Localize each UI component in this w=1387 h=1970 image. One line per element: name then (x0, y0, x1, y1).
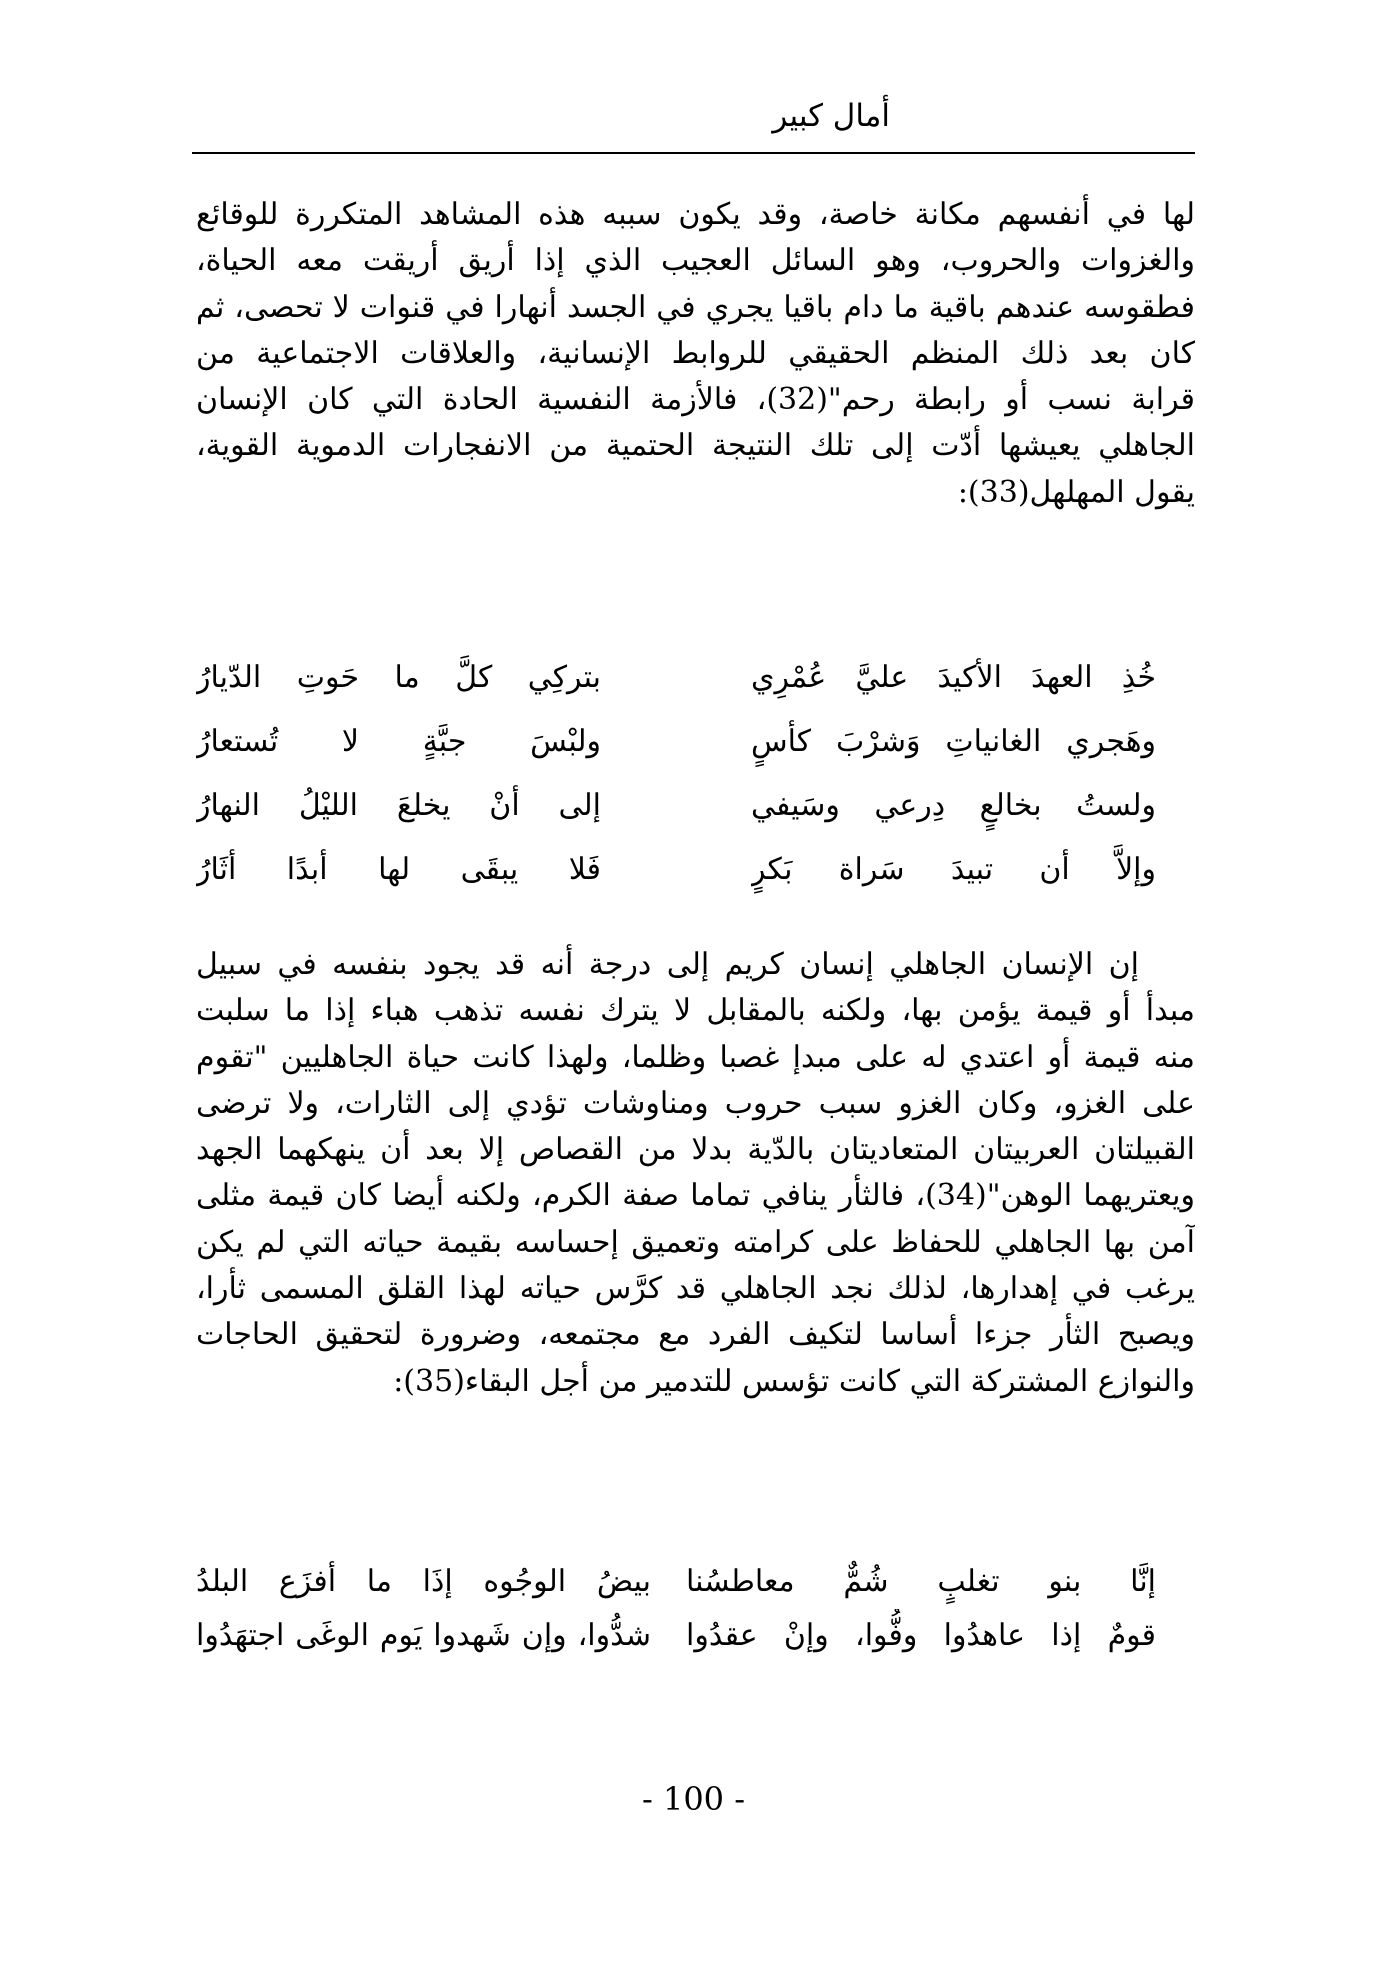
paragraph-line: كان بعد ذلك المنظم الحقيقي للروابط الإنسانية، والعلاقات الاجتماعية من (196, 335, 1195, 371)
paragraph-line: قرابة نسب أو رابطة رحم"(32)، فالأزمة النفسية الحادة التي كان الإنسان (196, 382, 1195, 418)
paragraph-line: والنوازع المشتركة التي كانت تؤسس للتدمير من أجل البقاء(35): (393, 1363, 1195, 1399)
running-head-author: أمال كبير (772, 98, 890, 134)
verse-first-hemistich: وهَجري الغانياتِ وَشرْبَ كأسٍ (751, 724, 1156, 759)
poem-verse (196, 1555, 1156, 1609)
verse-second-hemistich: بتركِي كلَّ ما حَوتِ الدّيارُ (196, 660, 601, 695)
paragraph-line: لها في أنفسهم مكانة خاصة، وقد يكون سببه هذه المشاهد المتكررة للوقائع (196, 197, 1195, 232)
paragraph-line: يقول المهلهل(33): (957, 474, 1195, 510)
paragraph-line: منه قيمة أو اعتدي له على مبدإ غصبا وظلما، ولهذا كانت حياة الجاهليين "تقوم (196, 1039, 1195, 1075)
verse-first-hemistich: إنَّا بنو تغلبٍ شُمٌّ معاطسُنا (686, 1564, 1156, 1599)
poem-muhalhil (196, 646, 1156, 902)
verse-second-hemistich: إلى أنْ يخلعَ الليْلُ النهارُ (196, 788, 601, 823)
header-rule (192, 152, 1195, 154)
paragraph-line: على الغزو، وكان الغزو سبب حروب ومناوشات تؤدي إلى الثارات، ولا ترضى (196, 1085, 1195, 1121)
paragraph-line: آمن بها الجاهلي للحفاظ على كرامته وتعميق إحساسه بقيمة حياته التي لم يكن (196, 1224, 1195, 1260)
poem-verse (196, 774, 1156, 838)
poem-verse (196, 1609, 1156, 1663)
verse-second-hemistich: ولبْسَ جبَّةٍ لا تُستعارُ (196, 724, 601, 759)
verse-second-hemistich: بيضُ الوجُوه إذَا ما أفزَع البلدُ (196, 1564, 651, 1599)
verse-first-hemistich: ولستُ بخالعٍ دِرعي وسَيفي (751, 788, 1156, 823)
verse-first-hemistich: خُذِ العهدَ الأكيدَ عليَّ عُمْرِي (751, 660, 1156, 695)
paragraph-2 (196, 942, 1195, 1405)
paragraph-line: فطقوسه عندهم باقية ما دام باقيا يجري في الجسد أنهارا في قنوات لا تحصى، ثم (196, 289, 1195, 325)
poem-verse (196, 710, 1156, 774)
poem-verse (196, 838, 1156, 902)
paragraph-line: إن الإنسان الجاهلي إنسان كريم إلى درجة أنه قد يجود بنفسه في سبيل (196, 947, 1139, 982)
paragraph-line: ويصبح الثأر جزءا أساسا لتكيف الفرد مع مجتمعه، وضرورة لتحقيق الحاجات (196, 1317, 1195, 1353)
poem-taghlib (196, 1555, 1156, 1663)
poem-verse (196, 646, 1156, 710)
verse-first-hemistich: وإلاَّ أن تبيدَ سَراة بَكرٍ (751, 852, 1156, 887)
page-number: - 100 - (641, 1780, 746, 1818)
paragraph-line: والغزوات والحروب، وهو السائل العجيب الذي إذا أريق أريقت معه الحياة، (196, 243, 1195, 279)
verse-second-hemistich: فَلا يبقَى لها أبدًا أثَارُ (196, 852, 601, 887)
paragraph-line: ويعتريهما الوهن"(34)، فالثأر ينافي تماما صفة الكرم، ولكنه أيضا كان قيمة مثلى (196, 1178, 1195, 1214)
paragraph-line: يرغب في إهدارها، لذلك نجد الجاهلي قد كرَّس حياته لهذا القلق المسمى ثأرا، (196, 1271, 1195, 1307)
page-header (192, 96, 1195, 156)
verse-second-hemistich: شدُّوا، وإن شَهدوا يَوم الوغَى اجتهَدُوا (196, 1618, 651, 1653)
paragraph-line: القبيلتان العربيتان المتعاديتان بالدّية بدلا من القصاص إلا بعد أن ينهكهما الجهد (196, 1132, 1195, 1168)
paragraph-1 (196, 192, 1195, 516)
paragraph-line: مبدأ أو قيمة يؤمن بها، ولكنه بالمقابل لا يترك نفسه تذهب هباء إذا ما سلبت (196, 993, 1195, 1029)
paragraph-line: الجاهلي يعيشها أدّت إلى تلك النتيجة الحتمية من الانفجارات الدموية القوية، (196, 428, 1195, 464)
verse-first-hemistich: قومٌ إذا عاهدُوا وفُّوا، وإنْ عقدُوا (686, 1618, 1156, 1653)
